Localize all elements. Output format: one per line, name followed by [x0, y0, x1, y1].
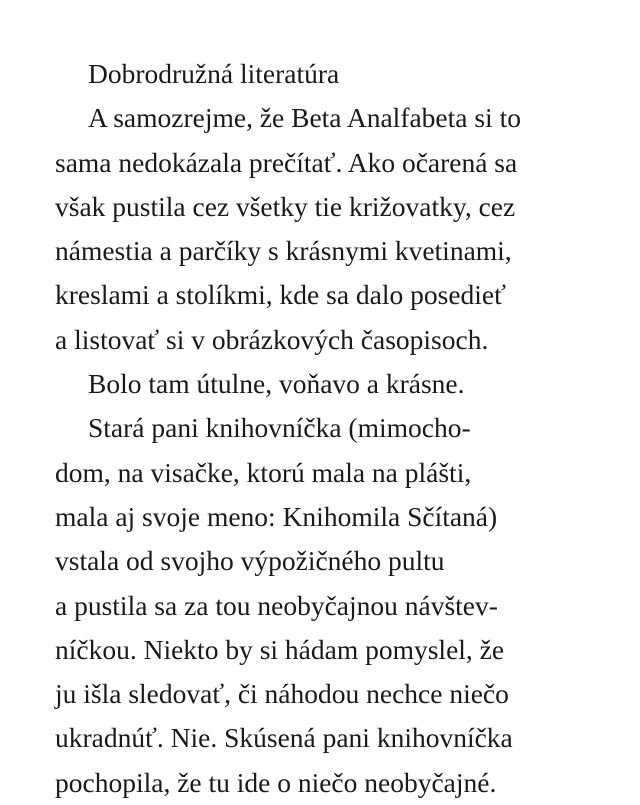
text-line: a pustila sa za tou neobyčajnou návštev-	[55, 589, 498, 621]
text-line: mala aj svoje meno: Knihomila Sčítaná)	[55, 500, 498, 532]
text-line: ukradnúť. Nie. Skúsená pani knihovníčka	[55, 722, 513, 754]
text-line: Stará pani knihovníčka (mimocho-	[88, 412, 471, 444]
text-line: kreslami a stolíkmi, kde sa dalo posedieť	[55, 279, 506, 311]
text-line: námestia a parčíky s krásnymi kvetinami,	[55, 235, 512, 267]
text-line: A samozrejme, že Beta Analfabeta si to	[88, 102, 521, 134]
text-line: vstala od svojho výpožičného pultu	[55, 545, 445, 577]
text-line: níčkou. Niekto by si hádam pomyslel, že	[55, 633, 505, 665]
text-line: dom, na visačke, ktorú mala na plášti,	[55, 456, 472, 488]
text-line: a listovať si v obrázkových časopisoch.	[55, 323, 489, 355]
text-line: Bolo tam útulne, voňavo a krásne.	[88, 368, 465, 400]
text-line: Dobrodružná literatúra	[88, 58, 340, 89]
text-line: sama nedokázala prečítať. Ako očarená sa	[55, 146, 518, 178]
text-line: pochopila, že tu ide o niečo neobyčajné.	[55, 766, 497, 798]
text-line: však pustila cez všetky tie križovatky, cez	[55, 190, 516, 222]
body-text	[55, 52, 595, 805]
text-line: ju išla sledovať, či náhodou nechce niečo	[55, 678, 509, 710]
